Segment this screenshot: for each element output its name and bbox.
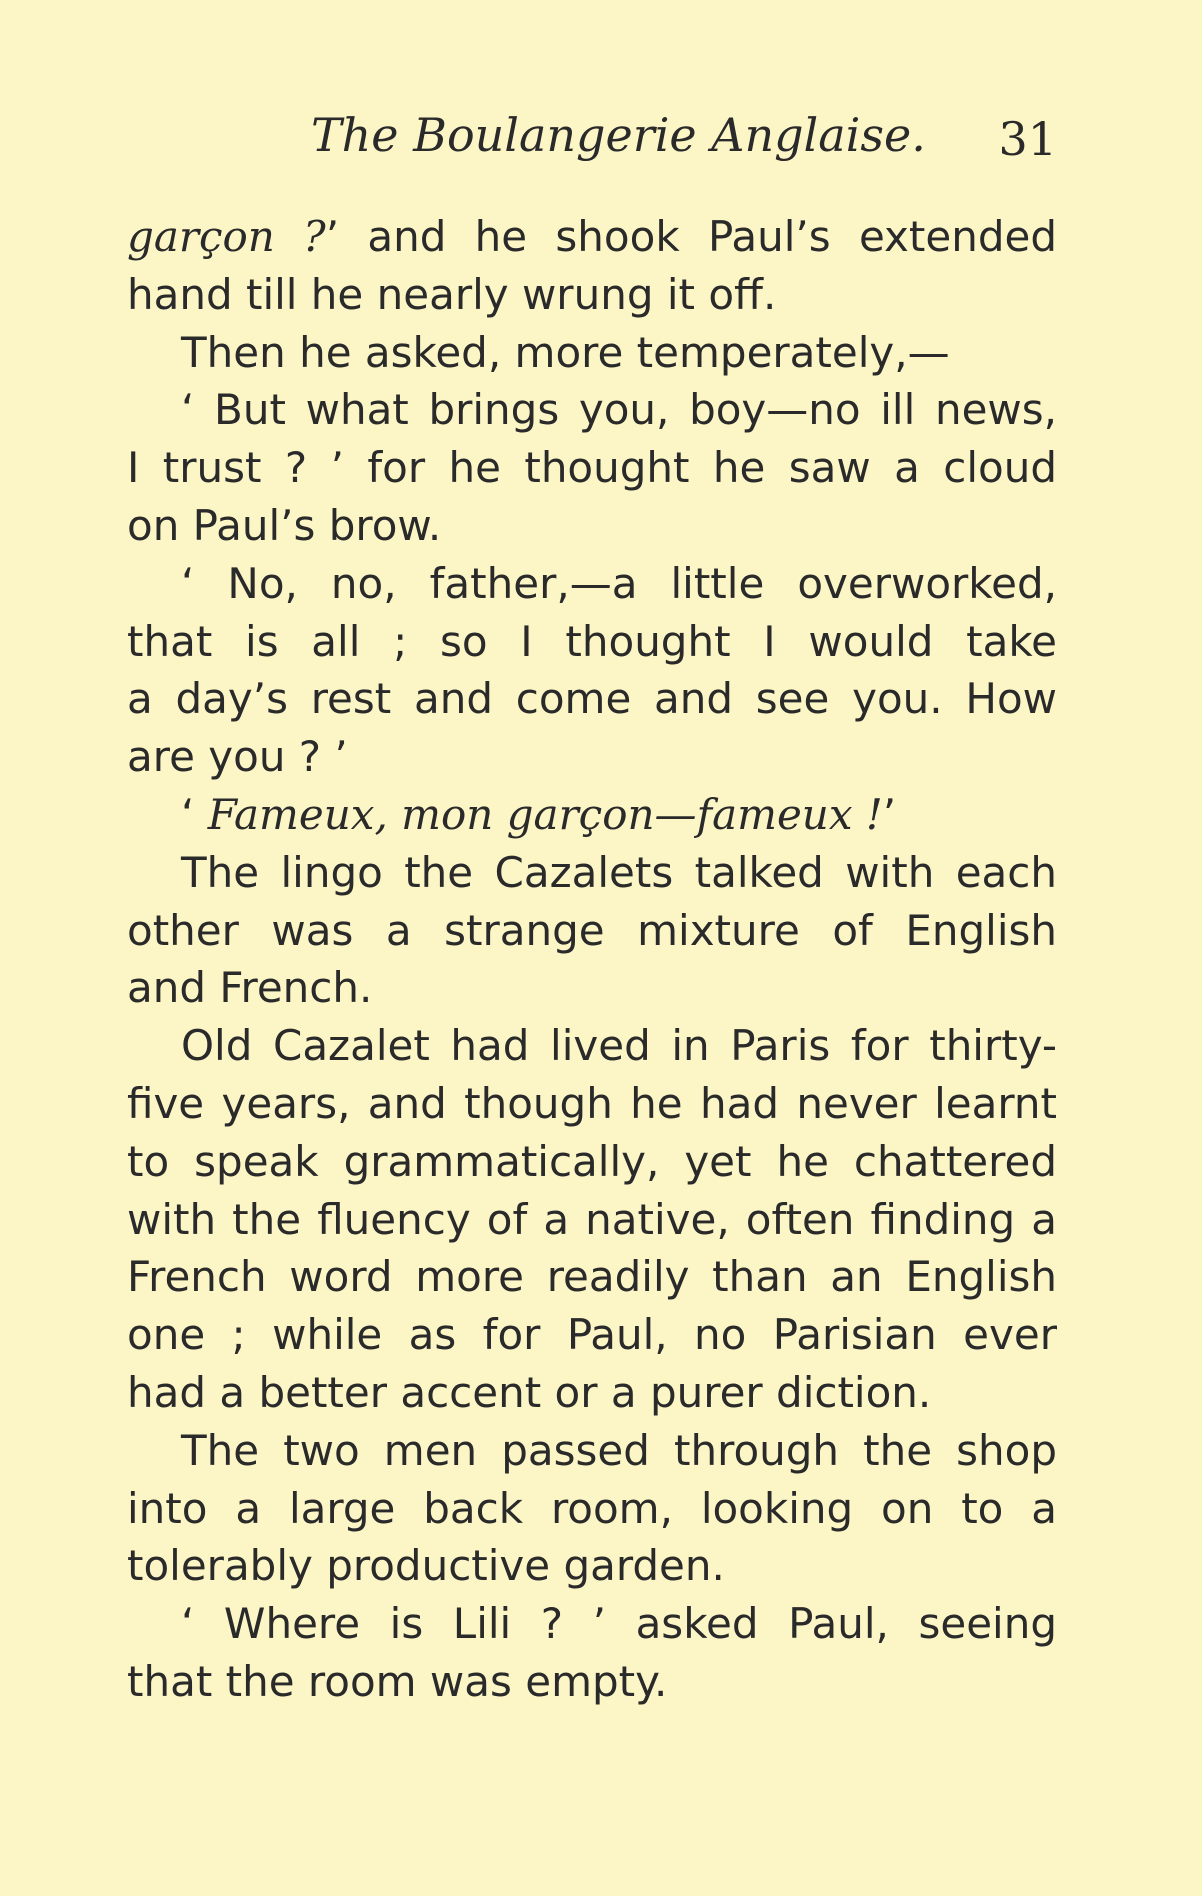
- text-line: on Paul’s brow.: [127, 500, 442, 550]
- text-line: garçon ?’ and he shook Paul’s extended: [127, 212, 1057, 261]
- body-text: [127, 208, 1057, 1711]
- text-line: that the room was empty.: [127, 1656, 668, 1706]
- text-line: that is all ; so I thought I would take: [127, 616, 1057, 666]
- text-line: French word more readily than an English: [127, 1252, 1057, 1302]
- text-line: Then he asked, more temperately,—: [181, 327, 950, 377]
- text-line: a day’s rest and come and see you. How: [127, 674, 1057, 724]
- page-header: [127, 108, 1057, 168]
- text-line: Old Cazalet had lived in Paris for thirty-: [181, 1021, 1057, 1071]
- text-line: ‘ Where is Lili ? ’ asked Paul, seeing: [181, 1599, 1057, 1649]
- text-line: The two men passed through the shop: [181, 1425, 1057, 1475]
- text-line: into a large back room, looking on to a: [127, 1483, 1057, 1533]
- text-line: five years, and though he had never learnt: [127, 1078, 1057, 1128]
- text-line: ‘ But what brings you, boy—no ill news,: [181, 385, 1057, 435]
- text-line: hand till he nearly wrung it off.: [127, 269, 777, 319]
- text-line: The lingo the Cazalets talked with each: [181, 847, 1057, 897]
- text-line: I trust ? ’ for he thought he saw a cloud: [127, 443, 1057, 493]
- text-line: one ; while as for Paul, no Parisian ever: [127, 1310, 1057, 1360]
- text-line: are you ? ’: [127, 732, 348, 782]
- text-line: to speak grammatically, yet he chattered: [127, 1136, 1057, 1186]
- text-line: had a better accent or a purer diction.: [127, 1367, 932, 1417]
- running-title: The Boulangerie Anglaise.: [311, 108, 926, 162]
- text-line: and French.: [127, 963, 373, 1013]
- page-number: 31: [998, 112, 1057, 166]
- text-line: other was a strange mixture of English: [127, 905, 1057, 955]
- text-line: tolerably productive garden.: [127, 1541, 725, 1591]
- text-line: ‘ Fameux, mon garçon—fameux !’: [181, 789, 897, 839]
- text-line: with the fluency of a native, often finding a: [127, 1194, 1057, 1244]
- text-line: ‘ No, no, father,—a little overworked,: [181, 558, 1057, 608]
